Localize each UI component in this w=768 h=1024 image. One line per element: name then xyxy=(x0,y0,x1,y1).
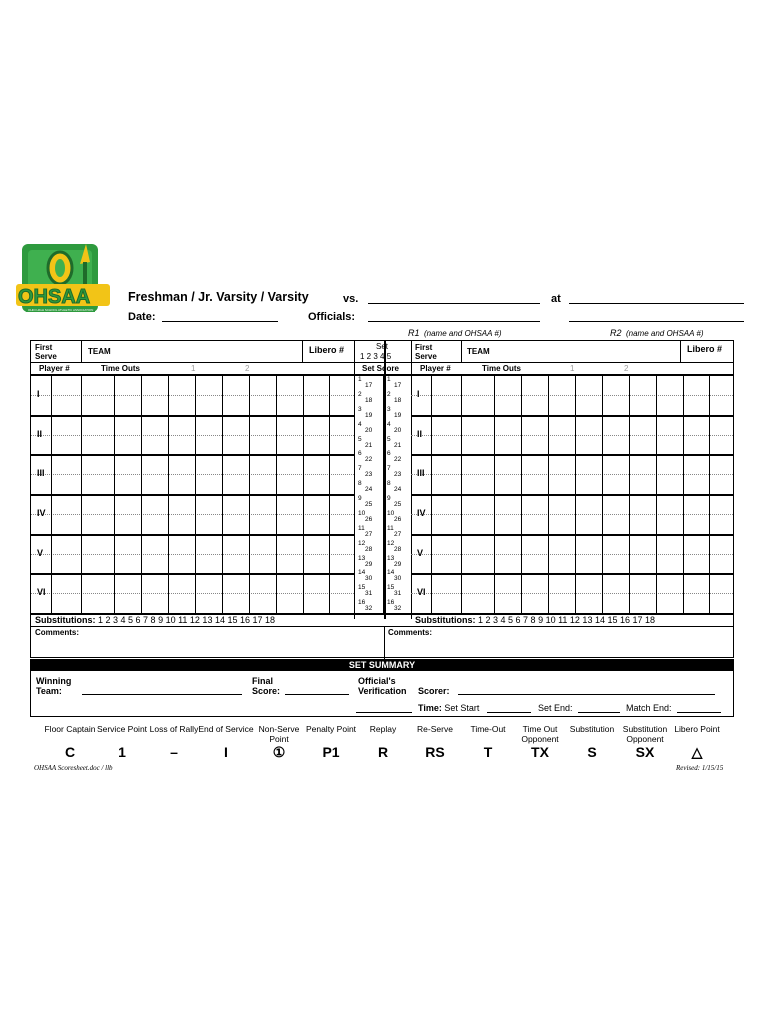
right-substitutions-label: Substitutions: xyxy=(415,615,476,625)
r2-sublabel: (name and OHSAA #) xyxy=(625,329,704,338)
left-rotation-label: I xyxy=(37,388,40,399)
r2-caption xyxy=(610,323,703,341)
legend-label: Re-Serve xyxy=(417,724,453,734)
score-number-right[interactable]: 1 xyxy=(387,376,391,383)
legend-label: End of Service xyxy=(198,724,254,734)
score-number-right[interactable]: 13 xyxy=(387,554,395,562)
left-rotation-grid[interactable] xyxy=(31,375,354,613)
score-number-right[interactable]: 6 xyxy=(387,450,391,458)
legend-label: Time-Out xyxy=(470,724,506,734)
right-comments-label: Comments: xyxy=(388,628,433,637)
score-number-left[interactable]: 25 xyxy=(365,501,373,508)
score-number-left[interactable]: 20 xyxy=(365,426,373,434)
left-libero-label: Libero # xyxy=(309,345,345,355)
legend-symbol: ① xyxy=(272,744,286,760)
time-label: Time: xyxy=(418,703,442,713)
score-number-right[interactable]: 28 xyxy=(394,545,402,553)
left-substitutions[interactable] xyxy=(35,615,275,625)
score-number-left[interactable]: 26 xyxy=(365,515,373,523)
vs-field[interactable] xyxy=(368,303,540,304)
officials-label: Officials: xyxy=(308,311,356,323)
set-start-field[interactable] xyxy=(487,712,531,713)
set-label: Set xyxy=(376,342,389,351)
score-number-left[interactable]: 5 xyxy=(358,435,362,443)
score-number-right[interactable]: 16 xyxy=(387,599,395,607)
set-numbers: 1 2 3 4 5 xyxy=(360,352,392,361)
set-end-label: Set End: xyxy=(538,703,573,713)
score-number-left[interactable]: 32 xyxy=(365,605,373,613)
score-number-left[interactable]: 29 xyxy=(365,560,373,568)
r1-sublabel: (name and OHSAA #) xyxy=(423,329,502,338)
score-number-left[interactable]: 17 xyxy=(365,382,373,389)
score-number-right[interactable]: 10 xyxy=(387,509,395,517)
score-number-left[interactable]: 31 xyxy=(365,590,373,598)
score-number-right[interactable]: 32 xyxy=(394,605,402,613)
logo-subtext: OHIO HIGH SCHOOL ATHLETIC ASSOCIATION xyxy=(28,308,94,312)
left-team-label: TEAM xyxy=(88,347,111,356)
score-number-right[interactable]: 9 xyxy=(387,495,391,502)
legend-symbol: T xyxy=(483,744,493,760)
score-number-left[interactable]: 19 xyxy=(365,411,373,419)
page-title: Freshman / Jr. Varsity / Varsity xyxy=(128,290,309,304)
match-end-label: Match End: xyxy=(626,703,672,713)
left-timeout-1: 1 xyxy=(191,364,196,373)
score-number-right[interactable]: 25 xyxy=(394,501,402,508)
r2-field[interactable] xyxy=(569,321,744,322)
score-number-right[interactable]: 4 xyxy=(387,420,391,428)
score-number-left[interactable]: 28 xyxy=(365,545,373,553)
legend-symbol: TX xyxy=(531,744,549,760)
legend-symbol: P1 xyxy=(322,744,340,760)
score-number-left[interactable]: 3 xyxy=(358,405,362,413)
score-number-left[interactable]: 4 xyxy=(358,420,362,428)
left-rotation-label: V xyxy=(37,547,44,558)
logo-text: OHSAA xyxy=(18,286,91,308)
legend-symbol: △ xyxy=(691,744,703,760)
score-number-left[interactable]: 1 xyxy=(358,376,362,383)
score-number-left[interactable]: 30 xyxy=(365,575,373,583)
score-number-left[interactable]: 12 xyxy=(358,539,366,547)
score-number-left[interactable]: 10 xyxy=(358,509,366,517)
right-timeout-2: 2 xyxy=(624,364,629,373)
r1-label: R1 xyxy=(408,328,420,338)
set-end-field[interactable] xyxy=(578,712,620,713)
score-number-right[interactable]: 26 xyxy=(394,515,402,523)
legend-label: Substitution xyxy=(569,724,615,734)
officials-verification-label: Official's Verification xyxy=(358,676,407,696)
score-number-right[interactable]: 27 xyxy=(394,530,402,538)
scoresheet-grid xyxy=(30,340,734,658)
legend-symbol: S xyxy=(587,744,597,760)
right-substitution-numbers: 1 2 3 4 5 6 7 8 9 10 11 12 13 14 15 16 17 18 xyxy=(478,615,656,625)
r2-label: R2 xyxy=(610,328,622,338)
legend-symbol: – xyxy=(170,744,178,760)
score-number-left[interactable]: 16 xyxy=(358,599,366,607)
final-score-label: Final Score: xyxy=(252,676,281,696)
legend-label: Loss of Rally xyxy=(149,724,199,734)
set-start-label: Set Start xyxy=(444,703,480,713)
legend-symbol: R xyxy=(377,744,389,760)
score-number-left[interactable]: 23 xyxy=(365,471,373,479)
legend-label: Non-Serve Point xyxy=(258,724,300,744)
score-number-right[interactable]: 31 xyxy=(394,590,402,598)
score-number-left[interactable]: 24 xyxy=(365,486,373,494)
scorer-label: Scorer: xyxy=(418,686,450,696)
score-number-left[interactable]: 22 xyxy=(365,456,373,464)
right-timeouts-label: Time Outs xyxy=(482,364,521,373)
score-number-right[interactable]: 7 xyxy=(387,465,391,473)
r1-field[interactable] xyxy=(368,321,540,322)
at-label: at xyxy=(551,293,561,305)
score-number-left[interactable]: 13 xyxy=(358,554,366,562)
legend-label: Penalty Point xyxy=(305,724,357,734)
score-number-right[interactable]: 22 xyxy=(394,456,402,464)
left-substitutions-label: Substitutions: xyxy=(35,615,96,625)
score-number-right[interactable]: 20 xyxy=(394,426,402,434)
score-number-right[interactable]: 2 xyxy=(387,390,391,398)
date-label: Date: xyxy=(128,311,156,323)
score-number-right[interactable]: 15 xyxy=(387,584,395,592)
score-number-left[interactable]: 9 xyxy=(358,495,362,502)
score-number-left[interactable]: 15 xyxy=(358,584,366,592)
legend-symbol: SX xyxy=(635,744,655,760)
score-number-left[interactable]: 6 xyxy=(358,450,362,458)
right-rotation-label: VI xyxy=(417,587,426,598)
right-rotation-label: II xyxy=(417,428,423,439)
legend-symbol: C xyxy=(64,744,76,760)
footer-left: OHSAA Scoresheet.doc / llb xyxy=(34,764,113,772)
score-number-left[interactable]: 14 xyxy=(358,569,366,577)
scorer-field[interactable] xyxy=(458,694,715,695)
left-rotation-label: III xyxy=(37,468,45,479)
right-rotation-label: IV xyxy=(417,507,426,518)
set-summary-bar: SET SUMMARY xyxy=(30,659,734,671)
vs-label: vs. xyxy=(343,293,359,305)
at-field[interactable] xyxy=(569,303,744,304)
left-timeout-2: 2 xyxy=(245,364,250,373)
score-number-right[interactable]: 14 xyxy=(387,569,395,577)
left-comments-label: Comments: xyxy=(35,628,80,637)
legend-symbol: RS xyxy=(425,744,445,760)
set-score-column[interactable] xyxy=(355,375,411,613)
left-player-label: Player # xyxy=(39,364,70,373)
score-number-right[interactable]: 23 xyxy=(394,471,402,479)
score-number-right[interactable]: 18 xyxy=(394,396,402,404)
right-rotation-label: III xyxy=(417,468,425,479)
left-substitution-numbers: 1 2 3 4 5 6 7 8 9 10 11 12 13 14 15 16 17 18 xyxy=(98,615,276,625)
right-substitutions[interactable] xyxy=(415,615,655,625)
score-number-left[interactable]: 27 xyxy=(365,530,373,538)
left-rotation-label: IV xyxy=(37,507,46,518)
winning-team-field[interactable] xyxy=(82,694,242,695)
right-rotation-label: I xyxy=(417,388,420,399)
score-number-right[interactable]: 24 xyxy=(394,486,402,494)
right-timeout-1: 1 xyxy=(570,364,575,373)
winning-team-label: Winning Team: xyxy=(36,676,72,696)
legend-symbol: I xyxy=(224,744,228,760)
time-row xyxy=(418,703,479,713)
verification-field[interactable] xyxy=(356,712,412,713)
score-number-right[interactable]: 21 xyxy=(394,441,402,449)
score-number-right[interactable]: 3 xyxy=(387,405,391,413)
right-libero-label: Libero # xyxy=(687,344,723,354)
match-end-field[interactable] xyxy=(677,712,721,713)
score-number-left[interactable]: 21 xyxy=(365,441,373,449)
ohsaa-logo xyxy=(14,238,114,326)
score-number-left[interactable]: 7 xyxy=(358,465,362,473)
right-player-label: Player # xyxy=(420,364,451,373)
score-number-left[interactable]: 8 xyxy=(358,480,362,488)
score-number-left[interactable]: 11 xyxy=(358,524,365,532)
left-rotation-label: VI xyxy=(37,587,46,598)
score-number-right[interactable]: 5 xyxy=(387,435,391,443)
left-timeouts-label: Time Outs xyxy=(101,364,140,373)
date-field[interactable] xyxy=(162,321,278,322)
footer-right: Revised: 1/15/15 xyxy=(676,764,724,772)
right-first-serve: First Serve xyxy=(415,343,437,361)
score-number-right[interactable]: 17 xyxy=(394,382,402,389)
r1-caption xyxy=(408,323,501,341)
score-number-right[interactable]: 12 xyxy=(387,539,395,547)
score-number-right[interactable]: 29 xyxy=(394,560,402,568)
score-number-right[interactable]: 30 xyxy=(394,575,402,583)
legend-label: Libero Point xyxy=(674,724,720,734)
legend-label: Replay xyxy=(369,724,397,734)
legend-symbol: 1 xyxy=(118,744,126,760)
left-rotation-label: II xyxy=(37,428,43,439)
right-rotation-label: V xyxy=(417,547,424,558)
set-score-label: Set Score xyxy=(362,364,399,373)
score-number-right[interactable]: 11 xyxy=(387,524,394,532)
legend-label: Substitution Opponent xyxy=(622,724,668,744)
right-team-label: TEAM xyxy=(467,347,490,356)
score-number-right[interactable]: 8 xyxy=(387,480,391,488)
final-score-field[interactable] xyxy=(285,694,349,695)
legend-label: Service Point xyxy=(96,724,148,734)
left-first-serve: First Serve xyxy=(35,343,57,361)
legend-label: Floor Captain xyxy=(44,724,96,734)
score-number-left[interactable]: 2 xyxy=(358,390,362,398)
score-number-left[interactable]: 18 xyxy=(365,396,373,404)
score-number-right[interactable]: 19 xyxy=(394,411,402,419)
right-rotation-grid[interactable] xyxy=(411,375,733,613)
legend-label: Time Out Opponent xyxy=(521,724,559,744)
